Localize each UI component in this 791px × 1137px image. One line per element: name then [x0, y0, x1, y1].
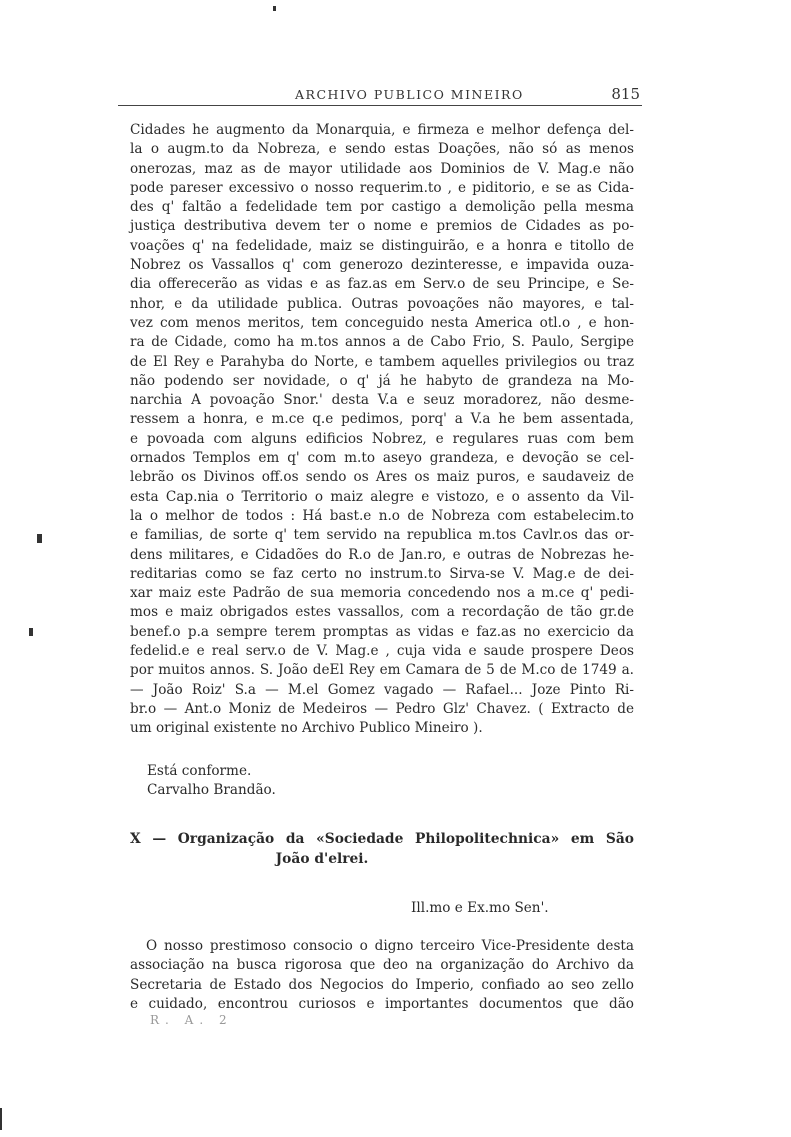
- text-line: e familias, de sorte q' tem servido na republica m.tos Cavlr.os das or-: [130, 527, 634, 544]
- text-line: associação na busca rigorosa que deo na organização do Archivo da: [130, 957, 634, 974]
- text-line: fedelid.e e real serv.o de V. Mag.e , cuja vida e saude prospere Deos: [130, 643, 634, 660]
- signature-mark: R. A. 2: [150, 1013, 233, 1027]
- text-line: voações q' na fedelidade, maiz se distinguirão, e a honra e titollo de: [130, 237, 634, 254]
- text-line: por muitos annos. S. João deEl Rey em Camara de 5 de M.co de 1749 a.: [130, 662, 634, 679]
- text-line: mos e maiz obrigados estes vassallos, com a recordação de tão gr.de: [130, 604, 634, 621]
- section-heading: [130, 829, 634, 869]
- margin-edge-line: [0, 1108, 2, 1130]
- text-line: xar maiz este Padrão de sua memoria concedendo nos a m.ce q' pedi-: [130, 585, 634, 602]
- text-line: onerozas, maz as de mayor utilidade aos Dominios de V. Mag.e não: [130, 160, 634, 177]
- text-line: e povoada com alguns edificios Nobrez, e regulares ruas com bem: [130, 430, 634, 447]
- text-line: la o melhor de todos : Há bast.e n.o de Nobreza com estabelecim.to: [130, 507, 634, 524]
- header-rule: [118, 105, 642, 106]
- text-line: dia offerecerão as vidas e as faz.as em Serv.o de seu Principe, e Se-: [130, 276, 634, 293]
- text-line: reditarias como se faz certo no instrum.to Sirva-se V. Mag.e de dei-: [130, 565, 634, 582]
- text-line: O nosso prestimoso consocio o digno terceiro Vice-Presidente desta: [146, 938, 634, 954]
- page-number: 815: [611, 85, 640, 103]
- section-heading-line: João d'elrei.: [275, 851, 369, 867]
- text-line: nhor, e da utilidade publica. Outras povoações não mayores, e tal-: [130, 295, 634, 312]
- text-line: ra de Cidade, como ha m.tos annos a de Cabo Frio, S. Paulo, Sergipe: [130, 334, 634, 351]
- text-line: não podendo ser novidade, o q' já he habyto de grandeza na Mo-: [130, 372, 634, 389]
- text-line: um original existente no Archivo Publico Mineiro ).: [130, 720, 483, 737]
- text-line: esta Cap.nia o Territorio o maiz alegre e vistozo, e o assento da Vil-: [130, 488, 634, 505]
- section-paragraph: [130, 937, 634, 1014]
- salutation: Ill.mo e Ex.mo Sen'.: [411, 900, 549, 916]
- text-line: la o augm.to da Nobreza, e sendo estas Doações, não só as menos: [130, 141, 634, 158]
- section-heading-line: X — Organização da «Sociedade Philopolitechnica» em São: [130, 831, 634, 847]
- text-line: justiça destributiva devem ter o nome e premios de Cidades as po-: [130, 218, 634, 235]
- text-line: Cidades he augmento da Monarquia, e firmeza e melhor defença del-: [130, 122, 634, 138]
- text-line: ressem a honra, e m.ce q.e pedimos, porq' a V.a he bem assentada,: [130, 411, 634, 428]
- text-line: benef.o p.a sempre terem promptas as vidas e faz.as no exercicio da: [130, 623, 634, 640]
- text-line: e cuidado, encontrou curiosos e importantes documentos que dão: [130, 995, 634, 1012]
- margin-speck: [37, 534, 42, 543]
- text-line: ornados Templos em q' com m.to aseyo grandeza, e devoção se cel-: [130, 450, 634, 467]
- text-line: lebrão os Divinos off.os sendo os Ares os maiz puros, e saudaveiz de: [130, 469, 634, 486]
- text-line: vez com menos meritos, tem conceguido nesta America otl.o , e hon-: [130, 314, 634, 331]
- text-line: narchia A povoação Snor.' desta V.a e seuz moradorez, não desme-: [130, 392, 634, 409]
- margin-speck: [273, 6, 276, 11]
- main-paragraph: [130, 121, 634, 739]
- margin-speck: [29, 628, 33, 636]
- text-line: des q' faltão a fedelidade tem por castigo a demolição pella mesma: [130, 199, 634, 216]
- text-line: br.o — Ant.o Moniz de Medeiros — Pedro Glz' Chavez. ( Extracto de: [130, 700, 634, 717]
- text-line: pode pareser excessivo o nosso requerim.to , e piditorio, e se as Cida-: [130, 179, 634, 196]
- text-line: Secretaria de Estado dos Negocios do Imperio, confiado ao seo zello: [130, 976, 634, 993]
- running-title: ARCHIVO PUBLICO MINEIRO: [295, 87, 524, 102]
- text-line: de El Rey e Parahyba do Norte, e tambem aquelles privilegios ou traz: [130, 353, 634, 370]
- signatory-name: Carvalho Brandão.: [147, 782, 276, 798]
- text-line: — João Roiz' S.a — M.el Gomez vagado — Rafael... Joze Pinto Ri-: [130, 681, 634, 698]
- text-line: dens militares, e Cidadões do R.o de Jan.ro, e outras de Nobrezas he-: [130, 546, 634, 563]
- conformity-line: Está conforme.: [147, 763, 252, 779]
- text-line: Nobrez os Vassallos q' com generozo dezinteresse, e impavida ouza-: [130, 257, 634, 274]
